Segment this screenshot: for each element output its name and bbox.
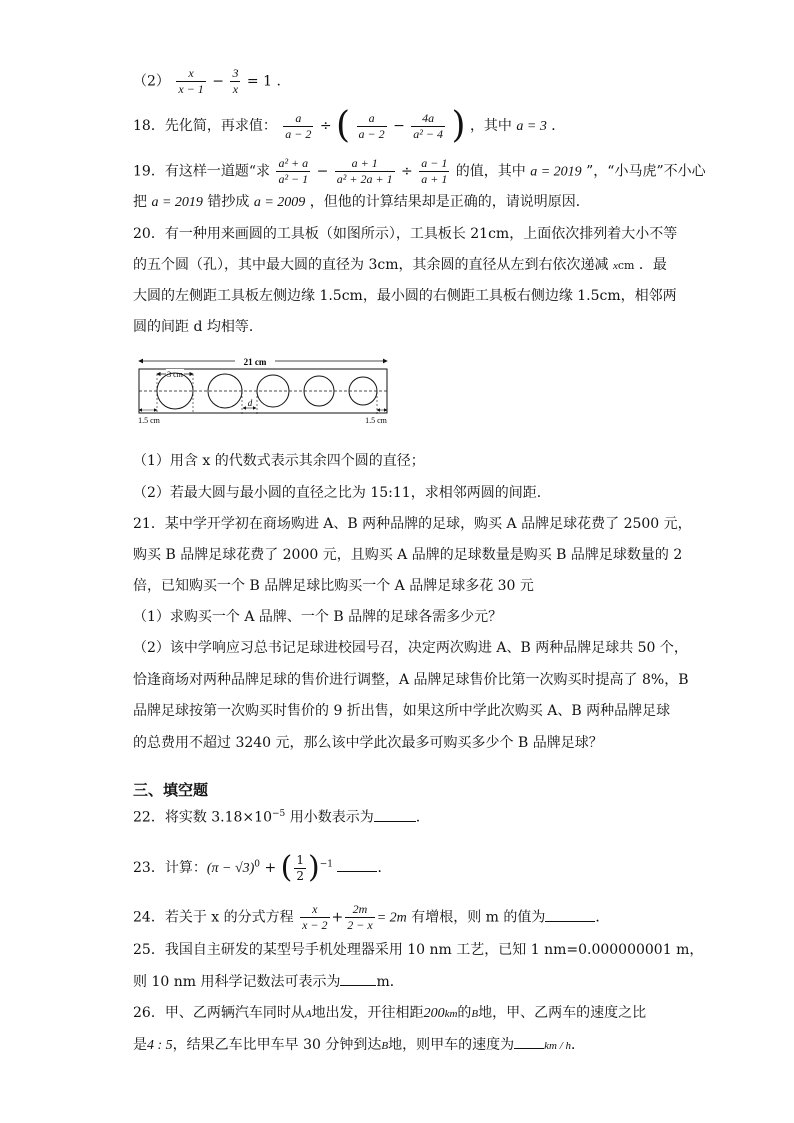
- diameter-label: 3 cm: [167, 370, 183, 379]
- section-title-fill-in: 三、填空题: [133, 781, 209, 799]
- q19-fraction-2: $\frac{a + 1}{\text{a² + 2a + 1}}$: [336, 156, 393, 186]
- q18-fraction-b: $\frac{a}{a - 2}$: [358, 110, 385, 141]
- q25-line1: 25．我国自主研发的某型号手机处理器采用 10 nm 工艺，已知 1 nm=0.000000001 m，: [133, 942, 704, 958]
- q18-fraction-c: $\frac{4a}{\text{a² − 4}}$: [413, 110, 443, 141]
- q22-answer-blank[interactable]: [374, 807, 416, 822]
- q26-line2: 是4 : 5，结果乙车比甲车早 30 分钟到达B地，则甲车的速度为 km / h．: [133, 1034, 585, 1056]
- q21-line1: 21．某中学开学初在商场购进 A、B 两种品牌的足球，购买 A 品牌足球花费了 2500 元，: [133, 516, 692, 532]
- q21-line8: 的总费用不超过 3240 元，那么该中学此次最多可购买多少个 B 品牌足球？: [133, 735, 603, 751]
- q26-line1: 26．甲、乙两辆汽车同时从A地出发，开往相距200km的B地，甲、乙两车的速度之比: [133, 1005, 647, 1021]
- q17-part2-label: （2）: [133, 73, 170, 90]
- q20-line1: 20．有一种用来画圆的工具板（如图所示），工具板长 21cm，上面依次排列着大小不等: [133, 226, 678, 242]
- q21-sub1: （1）求购买一个 A 品牌、一个 B 品牌的足球各需多少元？: [133, 609, 503, 625]
- q21-sub2: （2）该中学响应习总书记足球进校园号召，决定两次购进 A、B 两种品牌足球共 50 个，: [133, 640, 688, 656]
- q20-sub2: （2）若最大圆与最小圆的直径之比为 15:11，求相邻两圆的间距．: [133, 485, 551, 501]
- total-length-label: 21 cm: [243, 357, 267, 367]
- q17-fraction-1: $\frac{x}{x - 1}$: [178, 66, 204, 96]
- q20-line4: 圆的间距 d 均相等．: [133, 319, 263, 335]
- q18: 18．先化简，再求值： $\frac{a}{a - 2}$ ÷ ( $\frac{a}{a - 2}$ − $\frac{4a}{\text{a² − 4}}$ ) ，其中 a = 3 ．: [133, 105, 566, 146]
- q21-line6: 恰逢商场对两种品牌足球的售价进行调整，A 品牌足球售价比第一次购买时提高了 8%，B: [133, 672, 689, 688]
- q21-line7: 品牌足球按第一次购买时售价的 9 折出售，如果这所中学此次购买 A、B 两种品牌足球: [133, 703, 671, 719]
- q21-line2: 购买 B 品牌足球花费了 2000 元，且购买 A 品牌的足球数量是购买 B 品牌足球数量的 2: [133, 547, 683, 563]
- q17-part2: （2） $\frac{x}{x - 1}$ − $\frac{3}{x}$ = 1 .: [133, 66, 281, 96]
- q20-line2: 的五个圆（孔），其中最大圆的直径为 3cm，其余圆的直径从左到右依次递减 xcm ．最: [133, 257, 667, 273]
- right-margin-label: 1.5 cm: [365, 416, 387, 425]
- q23: 23．计算：$(\pi - √3)^0$ + ( $\frac{1}{2}$ )$^{-1}$ ．: [133, 850, 392, 885]
- q19-line1: 19．有这样一道题“求 $\frac{\text{a² + a}}{\text{a² − 1}}$ − $\frac{a + 1}{\text{a² + 2a + 1}}$ ÷ $\frac{a - 1}{a + 1}$ 的值，其中 a = 2019 ”，“小马虎”不小心: [133, 156, 706, 186]
- q25-line2: 则 10 nm 用科学记数法可表示为 m．: [133, 971, 404, 992]
- q19-line2: 把 a = 2019 错抄成 a = 2009 ，但他的计算结果却是正确的，请说明原因．: [133, 194, 590, 210]
- left-margin-label: 1.5 cm: [138, 416, 160, 425]
- q21-line3: 倍，已知购买一个 B 品牌足球比购买一个 A 品牌足球多花 30 元: [133, 578, 534, 594]
- q24-fraction-2: $\frac{2m}{2 - x}$: [347, 902, 373, 932]
- spacing-label: d: [247, 398, 253, 408]
- circle-5: [349, 377, 377, 405]
- q20-sub1: （1）用含 x 的代数式表示其余四个圆的直径；: [133, 453, 425, 469]
- q17-fraction-2: $\frac{3}{x}$: [232, 66, 239, 96]
- q19-fraction-1: $\frac{\text{a² + a}}{\text{a² − 1}}$: [278, 156, 309, 186]
- q24-answer-blank[interactable]: [545, 907, 595, 922]
- q23-answer-blank[interactable]: [337, 857, 377, 872]
- q20-line3: 大圆的左侧距工具板左侧边缘 1.5cm，最小圆的右侧距工具板右侧边缘 1.5cm，相邻两: [133, 288, 677, 304]
- tool-board-figure: [133, 352, 393, 430]
- q23-half: $\frac{1}{2}$: [296, 852, 305, 883]
- q25-answer-blank[interactable]: [340, 971, 376, 986]
- q22: 22．将实数 $3.18\times 10^{-5}$ 用小数表示为 .: [133, 804, 420, 828]
- q24: 24．若关于 x 的分式方程 $\frac{x}{x - 2}$ + $\frac{2m}{2 - x}$ = 2m 有增根，则 m 的值为 ．: [133, 902, 610, 932]
- q18-fraction-a: $\frac{a}{a - 2}$: [285, 110, 312, 141]
- q26-answer-blank[interactable]: [514, 1034, 544, 1049]
- q19-fraction-3: $\frac{a - 1}{a + 1}$: [421, 156, 448, 186]
- q24-fraction-1: $\frac{x}{x - 2}$: [302, 902, 328, 932]
